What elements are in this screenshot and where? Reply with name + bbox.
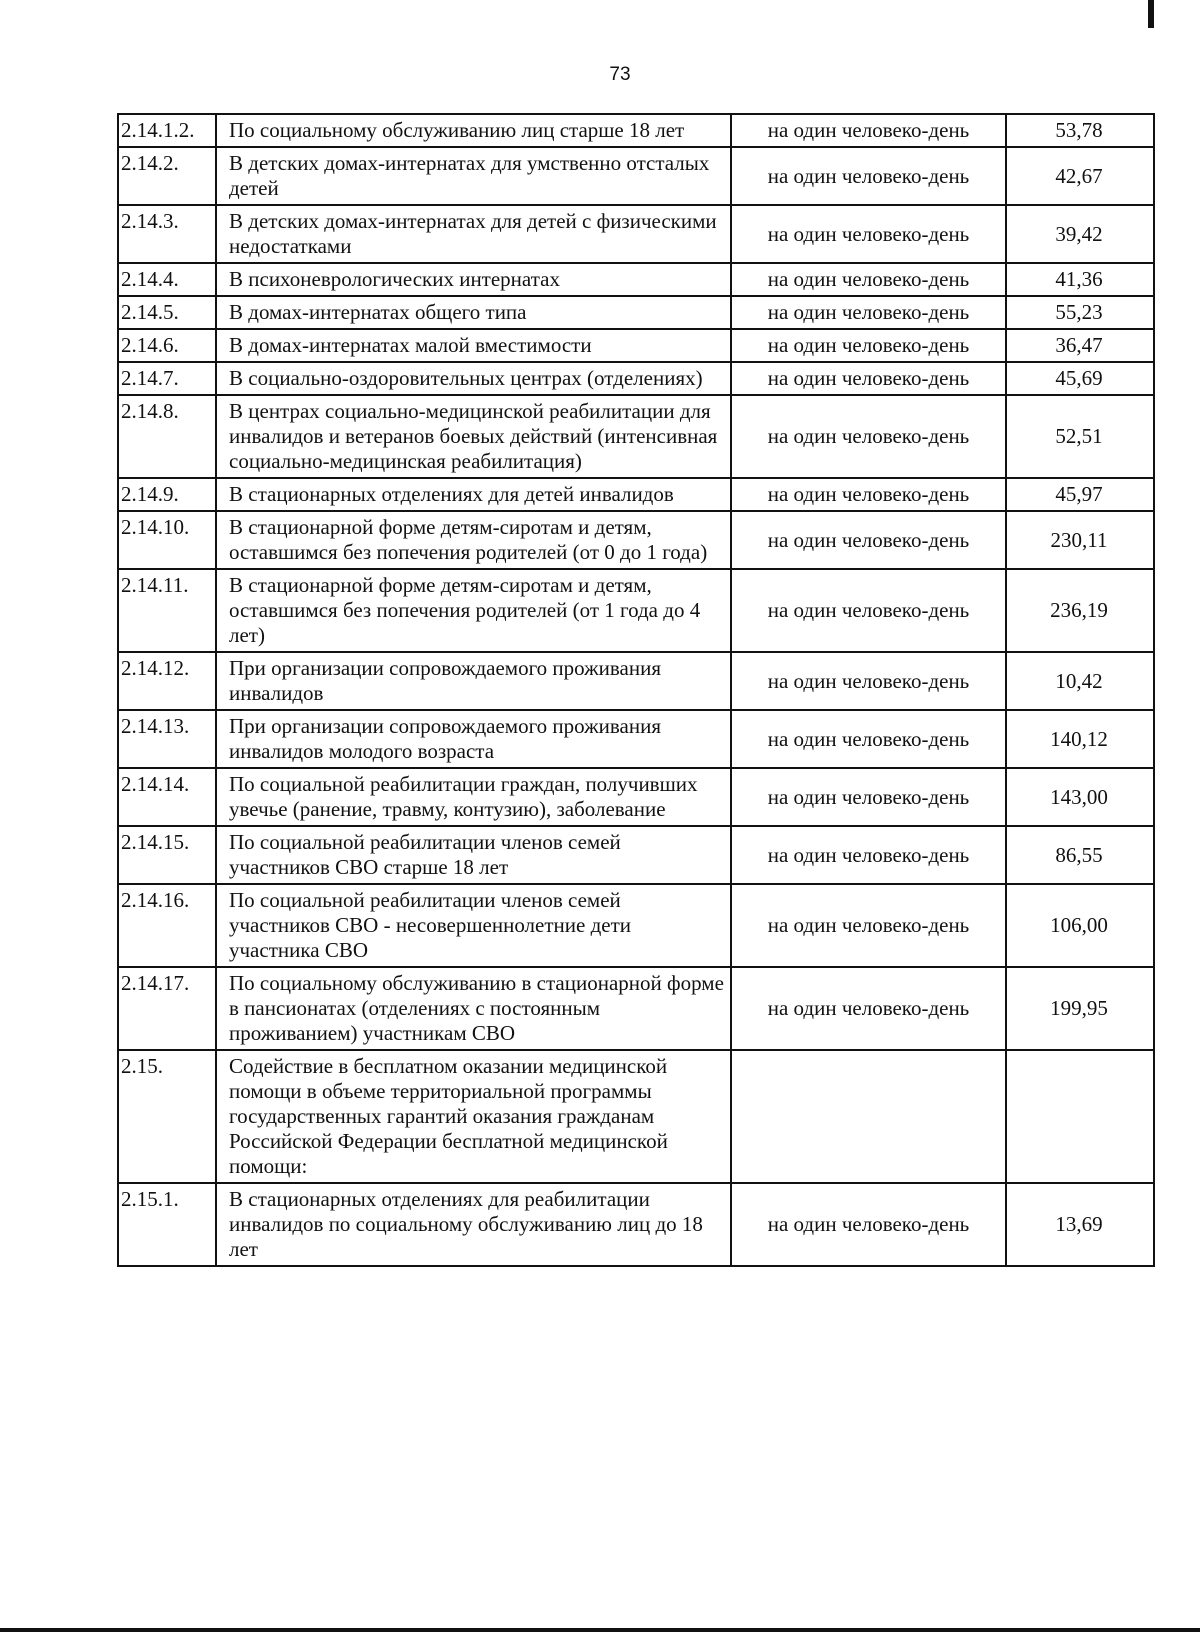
row-value: 39,42 [1006, 205, 1154, 263]
row-code: 2.14.1.2. [118, 114, 216, 147]
row-description: Содействие в бесплатном оказании медицинской помощи в объеме территориальной программы государственных гарантий оказания гражданам Российской Федерации бесплатной медицинской помощи: [216, 1050, 731, 1183]
row-description: В центрах социально-медицинской реабилитации для инвалидов и ветеранов боевых действий (интенсивная социально-медицинская реабилитация) [216, 395, 731, 478]
table-row [118, 329, 1154, 362]
row-code: 2.14.11. [118, 569, 216, 652]
row-unit: на один человеко-день [731, 478, 1006, 511]
row-value: 140,12 [1006, 710, 1154, 768]
row-value: 45,69 [1006, 362, 1154, 395]
row-description: При организации сопровождаемого проживания инвалидов [216, 652, 731, 710]
row-code: 2.14.12. [118, 652, 216, 710]
table-row [118, 147, 1154, 205]
row-unit: на один человеко-день [731, 205, 1006, 263]
row-unit: на один человеко-день [731, 395, 1006, 478]
row-code: 2.14.3. [118, 205, 216, 263]
row-unit: на один человеко-день [731, 569, 1006, 652]
row-unit: на один человеко-день [731, 884, 1006, 967]
row-unit: на один человеко-день [731, 362, 1006, 395]
table-row [118, 478, 1154, 511]
row-description: В стационарных отделениях для реабилитации инвалидов по социальному обслуживанию лиц до 18 лет [216, 1183, 731, 1266]
table-row [118, 768, 1154, 826]
row-value: 42,67 [1006, 147, 1154, 205]
row-value: 53,78 [1006, 114, 1154, 147]
row-description: По социальной реабилитации членов семей участников СВО старше 18 лет [216, 826, 731, 884]
row-value: 45,97 [1006, 478, 1154, 511]
page-number: 73 [609, 64, 631, 85]
table-row [118, 826, 1154, 884]
row-value: 199,95 [1006, 967, 1154, 1050]
table-row [118, 263, 1154, 296]
table-row [118, 1183, 1154, 1266]
table-row [118, 296, 1154, 329]
row-description: В домах-интернатах общего типа [216, 296, 731, 329]
table-row [118, 967, 1154, 1050]
row-description: В домах-интернатах малой вместимости [216, 329, 731, 362]
row-code: 2.14.16. [118, 884, 216, 967]
row-description: По социальному обслуживанию лиц старше 18 лет [216, 114, 731, 147]
row-value: 106,00 [1006, 884, 1154, 967]
row-value [1006, 1050, 1154, 1183]
row-description: В стационарной форме детям-сиротам и детям, оставшимся без попечения родителей (от 0 до 1 года) [216, 511, 731, 569]
row-value: 36,47 [1006, 329, 1154, 362]
row-description: По социальному обслуживанию в стационарной форме в пансионатах (отделениях с постоянным проживанием) участникам СВО [216, 967, 731, 1050]
row-code: 2.14.5. [118, 296, 216, 329]
row-value: 41,36 [1006, 263, 1154, 296]
row-unit: на один человеко-день [731, 768, 1006, 826]
row-unit: на один человеко-день [731, 967, 1006, 1050]
row-code: 2.14.17. [118, 967, 216, 1050]
row-code: 2.14.9. [118, 478, 216, 511]
table-row [118, 652, 1154, 710]
row-code: 2.14.4. [118, 263, 216, 296]
row-value: 236,19 [1006, 569, 1154, 652]
row-value: 143,00 [1006, 768, 1154, 826]
row-code: 2.14.2. [118, 147, 216, 205]
table-row [118, 114, 1154, 147]
row-code: 2.14.8. [118, 395, 216, 478]
tariff-table [117, 113, 1155, 1267]
row-code: 2.15. [118, 1050, 216, 1183]
row-description: В детских домах-интернатах для умственно отсталых детей [216, 147, 731, 205]
row-description: В социально-оздоровительных центрах (отделениях) [216, 362, 731, 395]
row-value: 55,23 [1006, 296, 1154, 329]
row-unit: на один человеко-день [731, 147, 1006, 205]
row-description: По социальной реабилитации членов семей участников СВО - несовершеннолетние дети участника СВО [216, 884, 731, 967]
row-unit: на один человеко-день [731, 652, 1006, 710]
table-row [118, 362, 1154, 395]
row-code: 2.14.14. [118, 768, 216, 826]
row-unit: на один человеко-день [731, 114, 1006, 147]
row-unit: на один человеко-день [731, 263, 1006, 296]
row-description: По социальной реабилитации граждан, получивших увечье (ранение, травму, контузию), заболевание [216, 768, 731, 826]
row-code: 2.14.15. [118, 826, 216, 884]
row-value: 13,69 [1006, 1183, 1154, 1266]
table-row [118, 395, 1154, 478]
row-unit: на один человеко-день [731, 826, 1006, 884]
table-row [118, 710, 1154, 768]
row-value: 52,51 [1006, 395, 1154, 478]
row-unit: на один человеко-день [731, 710, 1006, 768]
row-unit: на один человеко-день [731, 329, 1006, 362]
row-code: 2.14.6. [118, 329, 216, 362]
row-description: В стационарной форме детям-сиротам и детям, оставшимся без попечения родителей (от 1 года до 4 лет) [216, 569, 731, 652]
table-row [118, 884, 1154, 967]
row-description: В стационарных отделениях для детей инвалидов [216, 478, 731, 511]
table-row [118, 511, 1154, 569]
row-description: При организации сопровождаемого проживания инвалидов молодого возраста [216, 710, 731, 768]
scan-edge-line [0, 1628, 1200, 1632]
row-description: В психоневрологических интернатах [216, 263, 731, 296]
row-value: 86,55 [1006, 826, 1154, 884]
row-code: 2.14.10. [118, 511, 216, 569]
row-value: 230,11 [1006, 511, 1154, 569]
table-row [118, 1050, 1154, 1183]
row-unit: на один человеко-день [731, 296, 1006, 329]
row-unit [731, 1050, 1006, 1183]
table-row [118, 205, 1154, 263]
row-code: 2.14.13. [118, 710, 216, 768]
row-unit: на один человеко-день [731, 511, 1006, 569]
row-description: В детских домах-интернатах для детей с физическими недостатками [216, 205, 731, 263]
scan-corner-mark [1148, 0, 1154, 28]
row-value: 10,42 [1006, 652, 1154, 710]
row-code: 2.14.7. [118, 362, 216, 395]
table-row [118, 569, 1154, 652]
row-unit: на один человеко-день [731, 1183, 1006, 1266]
row-code: 2.15.1. [118, 1183, 216, 1266]
